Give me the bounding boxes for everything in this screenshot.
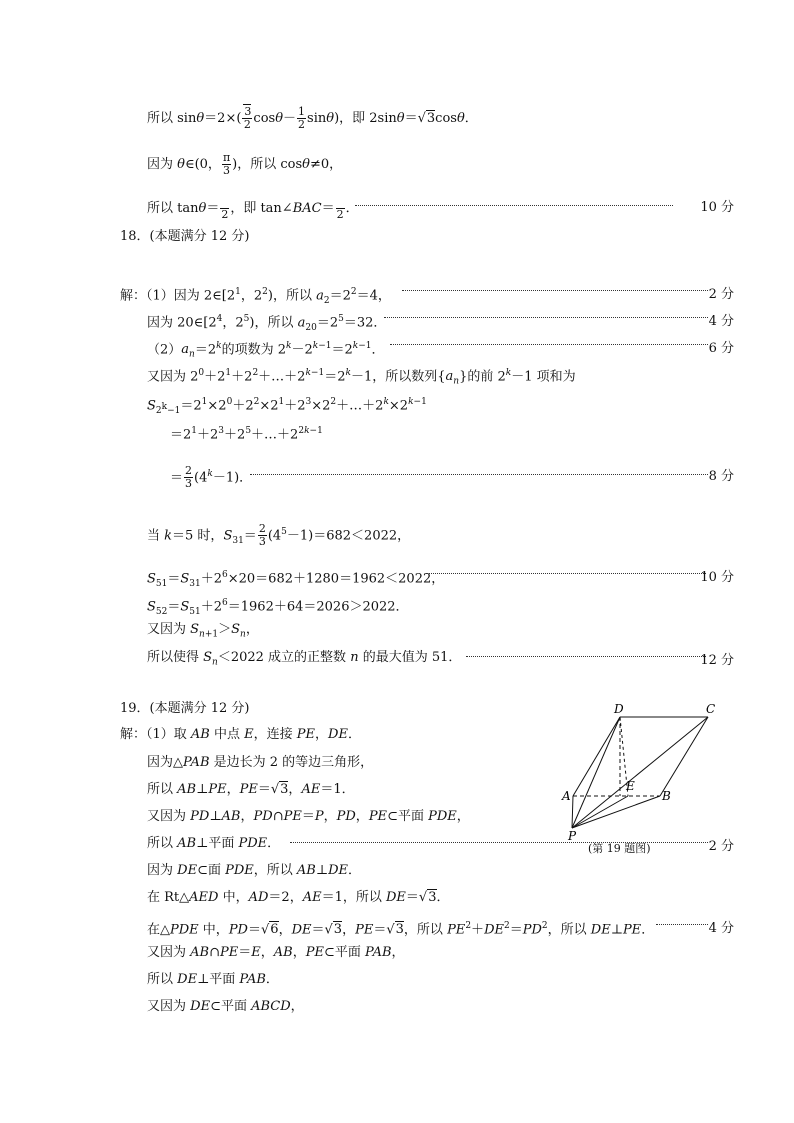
- text-line: 又因为 AB∩PE＝E，AB，PE⊂平面 PAB，: [147, 945, 405, 960]
- dot-leader: [384, 317, 708, 318]
- dot-leader: [426, 573, 706, 574]
- dot-leader: [402, 290, 708, 291]
- score-mark: 6 分: [708, 341, 734, 356]
- score-mark: 4 分: [708, 314, 734, 329]
- text-line: 所以使得 $S_n<2022$ 成立的正整数 n 的最大值为 51．: [147, 650, 462, 668]
- label-A: A: [562, 789, 571, 803]
- text-line: 又因为 $2^0+2^1+2^2+\dots+2^{k-1}=2^k-1$，所以数列$\{a_n\}$的前 $2^k-1$ 项和为: [147, 368, 576, 387]
- question-heading: 19．(本题满分 12 分): [120, 701, 250, 716]
- text-line: ＝ $\frac{2}{3}$ $(4^k-1)$．: [170, 464, 253, 491]
- text-line: 解：（1）因为 $2\in[2^1$，$2^2$)，所以 $a_2=2^2=4$，: [120, 287, 391, 306]
- score-mark: 2 分: [708, 287, 734, 302]
- text-line: 因为 θ∈(0， $\frac{\pi}{3}$ )，所以 cosθ≠0，: [147, 151, 343, 177]
- text-line: 又因为 $S_{n+1}>S_n$，: [147, 622, 259, 640]
- geometry-figure: [558, 700, 738, 860]
- text-line: 所以 tanθ＝ 2 ，即 tan∠BAC＝ 2 ．: [147, 196, 359, 221]
- text-line: 所以 AB⊥PE，PE＝√3，AE＝1．: [147, 782, 355, 797]
- score-mark: 12 分: [700, 653, 734, 668]
- text-line: 在 Rt△AED 中，AD＝2，AE＝1，所以 DE＝√3．: [147, 890, 450, 905]
- label-E: E: [626, 779, 635, 793]
- text-line: 解：（1）取 AB 中点 E，连接 PE，DE．: [120, 727, 361, 742]
- score-mark: 10 分: [700, 200, 734, 215]
- question-heading: 18．(本题满分 12 分): [120, 229, 250, 244]
- text-line: 因为 DE⊂面 PDE，所以 AB⊥DE．: [147, 863, 362, 878]
- dot-leader: [656, 924, 708, 925]
- text-line: 所以 DE⊥平面 PAB．: [147, 972, 279, 987]
- text-line: $S_{52}=S_{51}+2^6=1962+64=2026>2022$．: [147, 598, 409, 617]
- text-line: 因为△PAB 是边长为 2 的等边三角形，: [147, 755, 374, 770]
- score-mark: 2 分: [708, 839, 734, 854]
- dot-leader: [390, 344, 708, 345]
- text-line: 又因为 PD⊥AB，PD∩PE＝P，PD，PE⊂平面 PDE，: [147, 809, 470, 824]
- text-line: $(2)a_n=2^k$的项数为 $2^k-2^{k-1}=2^{k-1}$．: [147, 341, 385, 360]
- dot-leader: [250, 474, 708, 475]
- dot-leader: [355, 205, 673, 206]
- label-B: B: [662, 789, 671, 803]
- text-line: $S_{2^k-1}=2^1\times 2^0+2^2\times 2^1+2^3\times 2^2+\dots+2^k\times 2^{k-1}$: [147, 397, 427, 416]
- text-line: 当 k＝5 时，$S_{31}=$ $\frac{2}{3}$ $(4^5-1)=682<2022$，: [147, 522, 411, 549]
- text-line: $S_{51}=S_{31}+2^6\times 20=682+1280=1962<2022$，: [147, 570, 445, 589]
- score-mark: 10 分: [700, 570, 734, 585]
- label-D: D: [614, 702, 624, 716]
- score-mark: 4 分: [708, 921, 734, 936]
- text-line: 所以 AB⊥平面 PDE．: [147, 836, 281, 851]
- label-P: P: [568, 829, 577, 843]
- score-mark: 8 分: [708, 469, 734, 484]
- text-line: 在△PDE 中，PD＝√6，DE＝√3，PE＝√3，所以 $PE^2+DE^2=PD^2$，所以 DE⊥PE．: [147, 921, 655, 938]
- figure-caption: (第 19 题图): [588, 842, 651, 855]
- text-line: $=2^1+2^3+2^5+\dots+2^{2k-1}$: [170, 426, 323, 443]
- label-C: C: [706, 702, 716, 716]
- text-line: 又因为 DE⊂平面 ABCD，: [147, 999, 304, 1014]
- dot-leader: [466, 656, 706, 657]
- text-line: 因为 $20\in[2^4$，$2^5$)，所以 $a_{20}=2^5=32$．: [147, 314, 387, 333]
- text-line: 所以 sinθ＝2×( $\frac{3}{2}$ cosθ－ $\frac{1}{2}$ sinθ)，即 2sinθ＝√3cosθ．: [147, 105, 478, 131]
